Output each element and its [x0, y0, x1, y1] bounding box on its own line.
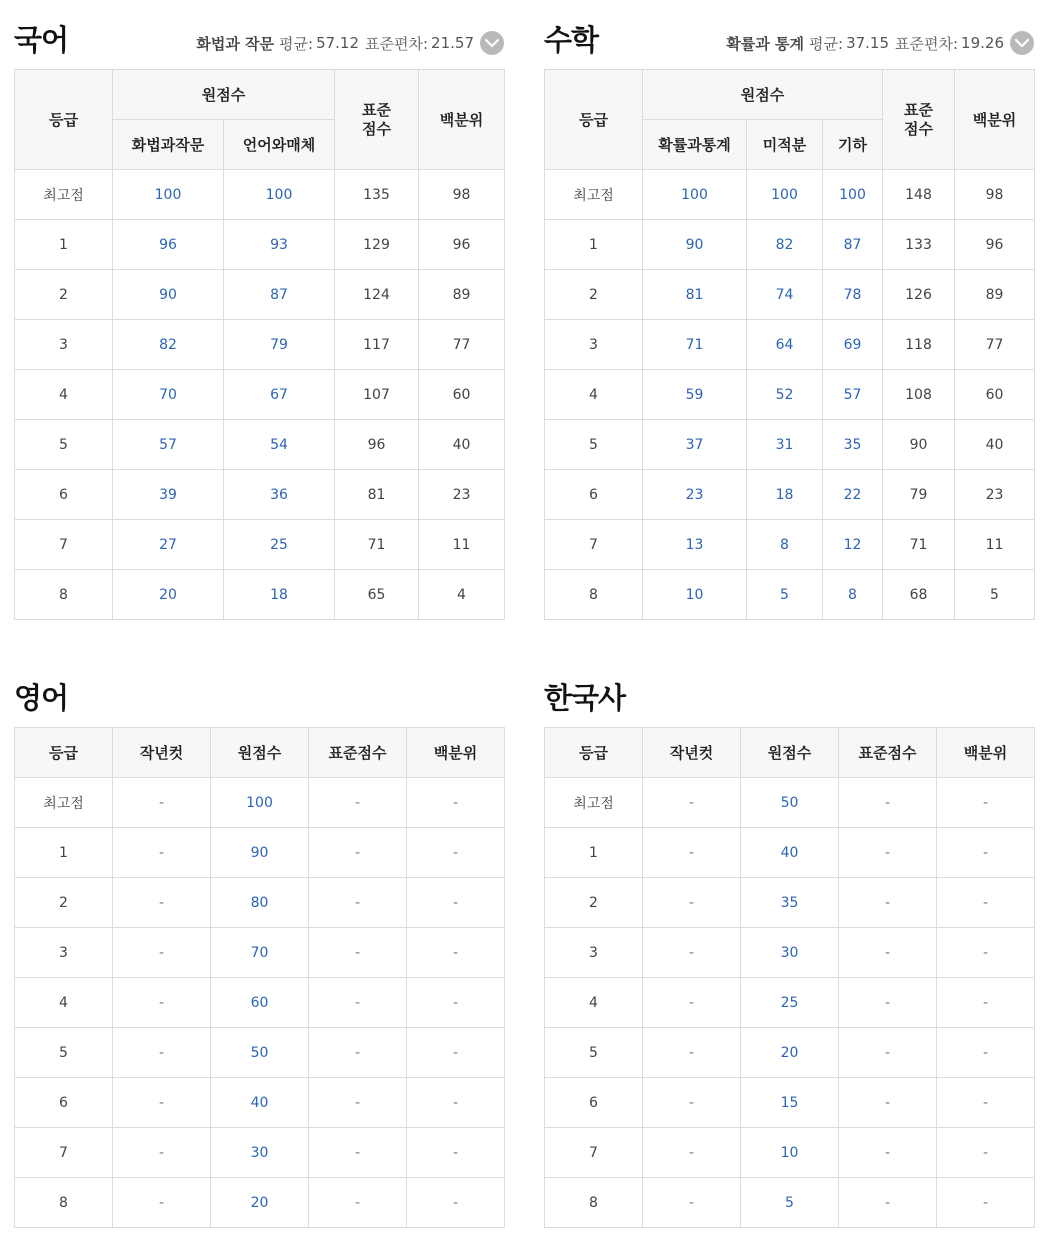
col-sub-language-media: 언어와매체 — [224, 120, 335, 170]
score-cell: - — [937, 778, 1035, 828]
grade-cell: 6 — [15, 470, 113, 520]
col-raw-score: 원점수 — [741, 728, 839, 778]
table-row — [15, 270, 505, 320]
score-cell: 57 — [823, 370, 883, 420]
score-cell: 78 — [823, 270, 883, 320]
col-grade: 등급 — [15, 70, 113, 170]
score-cell: 35 — [823, 420, 883, 470]
score-cell: - — [839, 1078, 937, 1128]
score-cell: - — [407, 978, 505, 1028]
score-cell: 69 — [823, 320, 883, 370]
score-cell: 11 — [419, 520, 505, 570]
table-row — [15, 470, 505, 520]
col-percentile: 백분위 — [937, 728, 1035, 778]
table-row — [15, 570, 505, 620]
english-title: 영어 — [14, 681, 69, 715]
col-last-year-cut: 작년컷 — [643, 728, 741, 778]
score-cell: - — [309, 928, 407, 978]
score-cell: 20 — [741, 1028, 839, 1078]
grade-cell: 8 — [15, 570, 113, 620]
table-row — [15, 1178, 505, 1228]
score-cell: 100 — [113, 170, 224, 220]
score-cell: 100 — [224, 170, 335, 220]
grade-cell: 3 — [545, 320, 643, 370]
score-cell: 10 — [643, 570, 747, 620]
score-cell: 100 — [747, 170, 823, 220]
grade-cell: 1 — [15, 220, 113, 270]
grade-cell: 2 — [545, 878, 643, 928]
table-row — [15, 828, 505, 878]
score-cell: - — [643, 1178, 741, 1228]
score-cell: 117 — [335, 320, 419, 370]
score-cell: - — [407, 1178, 505, 1228]
col-percentile: 백분위 — [419, 70, 505, 170]
score-cell: 4 — [419, 570, 505, 620]
score-cell: 20 — [211, 1178, 309, 1228]
score-cell: - — [937, 878, 1035, 928]
score-cell: 65 — [335, 570, 419, 620]
score-cell: 54 — [224, 420, 335, 470]
math-selected-subject: 확률과 통계 — [726, 34, 805, 53]
history-panel — [544, 672, 1034, 1228]
math-sd-value: 19.26 — [961, 34, 1004, 52]
score-cell: 20 — [113, 570, 224, 620]
score-cell: - — [309, 878, 407, 928]
score-cell: 124 — [335, 270, 419, 320]
col-sub-calculus: 미적분 — [747, 120, 823, 170]
score-cell: 74 — [747, 270, 823, 320]
korean-selected-subject: 화법과 작문 — [196, 34, 275, 53]
score-cell: 12 — [823, 520, 883, 570]
table-row — [545, 1028, 1035, 1078]
score-cell: 71 — [643, 320, 747, 370]
math-header — [544, 14, 1034, 69]
korean-sd-value: 21.57 — [431, 34, 474, 52]
math-stats — [726, 30, 1034, 56]
grade-cell: 4 — [545, 978, 643, 1028]
score-cell: - — [113, 928, 211, 978]
table-row — [15, 1128, 505, 1178]
score-cell: - — [113, 978, 211, 1028]
score-cell: 5 — [741, 1178, 839, 1228]
history-header — [544, 672, 1034, 727]
korean-panel — [14, 14, 504, 620]
score-cell: 89 — [419, 270, 505, 320]
score-cell: 30 — [211, 1128, 309, 1178]
score-cell: 89 — [955, 270, 1035, 320]
score-cell: 135 — [335, 170, 419, 220]
score-cell: 5 — [955, 570, 1035, 620]
korean-mean-label: 평균: — [279, 34, 314, 53]
grade-cell: 5 — [15, 420, 113, 470]
score-cell: 40 — [419, 420, 505, 470]
score-cell: - — [937, 1028, 1035, 1078]
score-cell: 60 — [419, 370, 505, 420]
score-cell: 60 — [211, 978, 309, 1028]
score-cell: 100 — [211, 778, 309, 828]
table-row — [15, 778, 505, 828]
score-cell: - — [113, 1128, 211, 1178]
table-row — [545, 520, 1035, 570]
grade-cell: 1 — [15, 828, 113, 878]
score-cell: - — [839, 1128, 937, 1178]
grade-cell: 7 — [545, 520, 643, 570]
grade-cell: 최고점 — [545, 778, 643, 828]
history-score-table — [544, 727, 1035, 1228]
score-cell: - — [407, 1128, 505, 1178]
score-cell: 90 — [211, 828, 309, 878]
score-cell: 79 — [883, 470, 955, 520]
korean-score-table — [14, 69, 505, 620]
table-row — [545, 828, 1035, 878]
grade-cell: 3 — [545, 928, 643, 978]
col-standard-score: 표준점수 — [839, 728, 937, 778]
korean-header — [14, 14, 504, 69]
score-cell: 22 — [823, 470, 883, 520]
math-mean-label: 평균: — [809, 34, 844, 53]
col-sub-geometry: 기하 — [823, 120, 883, 170]
score-cell: 82 — [113, 320, 224, 370]
score-cell: - — [643, 1028, 741, 1078]
score-cell: 11 — [955, 520, 1035, 570]
col-grade: 등급 — [15, 728, 113, 778]
score-cell: 35 — [741, 878, 839, 928]
score-cell: - — [643, 828, 741, 878]
score-cell: 96 — [113, 220, 224, 270]
score-cell: - — [643, 978, 741, 1028]
col-percentile: 백분위 — [955, 70, 1035, 170]
score-cell: 60 — [955, 370, 1035, 420]
score-cell: - — [113, 878, 211, 928]
english-header — [14, 672, 504, 727]
score-cell: 52 — [747, 370, 823, 420]
english-panel — [14, 672, 504, 1228]
korean-sd-label: 표준편차: — [365, 34, 429, 53]
score-cell: 90 — [883, 420, 955, 470]
score-cell: 79 — [224, 320, 335, 370]
score-cell: - — [309, 1078, 407, 1128]
table-row — [545, 778, 1035, 828]
table-row — [15, 978, 505, 1028]
score-cell: 59 — [643, 370, 747, 420]
score-cell: - — [643, 928, 741, 978]
grade-cell: 6 — [545, 1078, 643, 1128]
col-raw-score: 원점수 — [113, 70, 335, 120]
score-cell: 8 — [823, 570, 883, 620]
grade-cell: 1 — [545, 220, 643, 270]
score-cell: 71 — [883, 520, 955, 570]
score-cell: 8 — [747, 520, 823, 570]
grade-cell: 4 — [15, 978, 113, 1028]
score-cell: 133 — [883, 220, 955, 270]
math-mean-value: 37.15 — [846, 34, 890, 52]
grade-cell: 6 — [545, 470, 643, 520]
score-cell: 18 — [747, 470, 823, 520]
score-cell: 81 — [643, 270, 747, 320]
grade-cell: 4 — [545, 370, 643, 420]
col-last-year-cut: 작년컷 — [113, 728, 211, 778]
score-cell: - — [839, 1028, 937, 1078]
score-cell: - — [839, 878, 937, 928]
grade-cell: 최고점 — [15, 778, 113, 828]
table-row — [15, 928, 505, 978]
score-cell: 36 — [224, 470, 335, 520]
table-row — [15, 1078, 505, 1128]
score-cell: - — [643, 878, 741, 928]
score-cell: - — [643, 1078, 741, 1128]
score-cell: - — [937, 928, 1035, 978]
score-cell: - — [407, 828, 505, 878]
score-cell: 70 — [211, 928, 309, 978]
score-cell: - — [309, 978, 407, 1028]
score-cell: - — [407, 928, 505, 978]
grade-cell: 7 — [545, 1128, 643, 1178]
grade-cell: 2 — [15, 878, 113, 928]
score-cell: - — [113, 1178, 211, 1228]
score-cell: 40 — [211, 1078, 309, 1128]
score-cell: - — [839, 778, 937, 828]
table-row — [545, 470, 1035, 520]
score-cell: 129 — [335, 220, 419, 270]
score-cell: 90 — [113, 270, 224, 320]
math-panel — [544, 14, 1034, 620]
score-cell: 98 — [419, 170, 505, 220]
score-cell: - — [643, 778, 741, 828]
score-cell: - — [407, 1028, 505, 1078]
score-cell: 70 — [113, 370, 224, 420]
grade-cell: 5 — [15, 1028, 113, 1078]
table-row — [545, 420, 1035, 470]
table-row — [545, 220, 1035, 270]
score-cell: 23 — [955, 470, 1035, 520]
score-cell: 81 — [335, 470, 419, 520]
score-cell: 25 — [224, 520, 335, 570]
grade-cell: 6 — [15, 1078, 113, 1128]
chevron-down-icon[interactable] — [1010, 31, 1034, 55]
col-standard-score: 표준 점수 — [883, 70, 955, 170]
score-cell: 100 — [823, 170, 883, 220]
table-row — [545, 928, 1035, 978]
score-cell: - — [937, 1178, 1035, 1228]
score-cell: 87 — [224, 270, 335, 320]
grade-cell: 2 — [15, 270, 113, 320]
score-cell: 15 — [741, 1078, 839, 1128]
grade-cell: 1 — [545, 828, 643, 878]
english-score-table — [14, 727, 505, 1228]
score-cell: 67 — [224, 370, 335, 420]
grade-cell: 8 — [545, 570, 643, 620]
score-cell: - — [309, 1128, 407, 1178]
table-row — [545, 170, 1035, 220]
table-row — [545, 1078, 1035, 1128]
table-row — [15, 320, 505, 370]
score-cell: - — [407, 878, 505, 928]
score-cell: - — [309, 1028, 407, 1078]
score-cell: 18 — [224, 570, 335, 620]
score-cell: - — [937, 978, 1035, 1028]
score-cell: - — [407, 1078, 505, 1128]
score-cell: - — [839, 828, 937, 878]
col-raw-score: 원점수 — [211, 728, 309, 778]
table-row — [15, 220, 505, 270]
table-row — [545, 320, 1035, 370]
grade-cell: 7 — [15, 520, 113, 570]
score-cell: 90 — [643, 220, 747, 270]
score-cell: 77 — [955, 320, 1035, 370]
grade-cell: 8 — [15, 1178, 113, 1228]
score-cell: - — [407, 778, 505, 828]
score-cell: - — [643, 1128, 741, 1178]
table-row — [545, 1178, 1035, 1228]
korean-stats — [196, 30, 504, 56]
score-cell: - — [839, 928, 937, 978]
grade-cell: 5 — [545, 1028, 643, 1078]
grade-cell: 5 — [545, 420, 643, 470]
grade-cell: 4 — [15, 370, 113, 420]
score-cell: 126 — [883, 270, 955, 320]
table-row — [545, 878, 1035, 928]
score-cell: 71 — [335, 520, 419, 570]
score-cell: - — [937, 1078, 1035, 1128]
score-cell: 57 — [113, 420, 224, 470]
score-cell: 87 — [823, 220, 883, 270]
grade-cell: 최고점 — [15, 170, 113, 220]
score-cell: - — [113, 1078, 211, 1128]
table-row — [15, 520, 505, 570]
score-cell: 10 — [741, 1128, 839, 1178]
score-cell: 40 — [955, 420, 1035, 470]
table-row — [15, 420, 505, 470]
table-row — [545, 1128, 1035, 1178]
score-cell: 77 — [419, 320, 505, 370]
score-cell: 64 — [747, 320, 823, 370]
math-score-table — [544, 69, 1035, 620]
korean-title: 국어 — [14, 23, 69, 57]
score-cell: 13 — [643, 520, 747, 570]
score-cell: 108 — [883, 370, 955, 420]
grade-cell: 8 — [545, 1178, 643, 1228]
score-cell: 50 — [741, 778, 839, 828]
score-cell: 96 — [419, 220, 505, 270]
chevron-down-icon[interactable] — [480, 31, 504, 55]
score-cell: - — [309, 828, 407, 878]
col-percentile: 백분위 — [407, 728, 505, 778]
col-grade: 등급 — [545, 70, 643, 170]
score-cell: 23 — [419, 470, 505, 520]
score-cell: 107 — [335, 370, 419, 420]
korean-mean-value: 57.12 — [316, 34, 360, 52]
col-sub-probability-statistics: 확률과통계 — [643, 120, 747, 170]
score-cell: - — [113, 828, 211, 878]
score-cell: 5 — [747, 570, 823, 620]
score-cell: 68 — [883, 570, 955, 620]
score-cell: 25 — [741, 978, 839, 1028]
score-cell: 50 — [211, 1028, 309, 1078]
grade-cell: 3 — [15, 928, 113, 978]
score-cell: 31 — [747, 420, 823, 470]
col-standard-score: 표준점수 — [309, 728, 407, 778]
score-cell: 27 — [113, 520, 224, 570]
score-cell: 98 — [955, 170, 1035, 220]
score-cell: 37 — [643, 420, 747, 470]
table-row — [15, 170, 505, 220]
table-row — [545, 570, 1035, 620]
score-cell: 96 — [955, 220, 1035, 270]
grade-cell: 3 — [15, 320, 113, 370]
score-cell: 82 — [747, 220, 823, 270]
score-cell: - — [839, 978, 937, 1028]
grade-cell: 최고점 — [545, 170, 643, 220]
score-cell: - — [839, 1178, 937, 1228]
score-cell: 23 — [643, 470, 747, 520]
score-cell: 40 — [741, 828, 839, 878]
col-standard-score: 표준 점수 — [335, 70, 419, 170]
history-title: 한국사 — [544, 681, 626, 715]
grade-cell: 2 — [545, 270, 643, 320]
table-row — [545, 978, 1035, 1028]
score-cell: - — [309, 778, 407, 828]
score-cell: - — [113, 778, 211, 828]
score-cell: 96 — [335, 420, 419, 470]
score-cell: 39 — [113, 470, 224, 520]
math-title: 수학 — [544, 23, 599, 57]
score-cell: 148 — [883, 170, 955, 220]
score-cell: 30 — [741, 928, 839, 978]
score-cell: - — [937, 828, 1035, 878]
score-cell: 100 — [643, 170, 747, 220]
col-grade: 등급 — [545, 728, 643, 778]
score-cell: 80 — [211, 878, 309, 928]
score-cell: - — [113, 1028, 211, 1078]
math-sd-label: 표준편차: — [895, 34, 959, 53]
col-sub-speech-writing: 화법과작문 — [113, 120, 224, 170]
table-row — [15, 878, 505, 928]
grade-cell: 7 — [15, 1128, 113, 1178]
score-cell: - — [309, 1178, 407, 1228]
col-raw-score: 원점수 — [643, 70, 883, 120]
table-row — [15, 370, 505, 420]
table-row — [545, 370, 1035, 420]
score-cell: 93 — [224, 220, 335, 270]
table-row — [15, 1028, 505, 1078]
score-cell: - — [937, 1128, 1035, 1178]
score-cell: 118 — [883, 320, 955, 370]
table-row — [545, 270, 1035, 320]
